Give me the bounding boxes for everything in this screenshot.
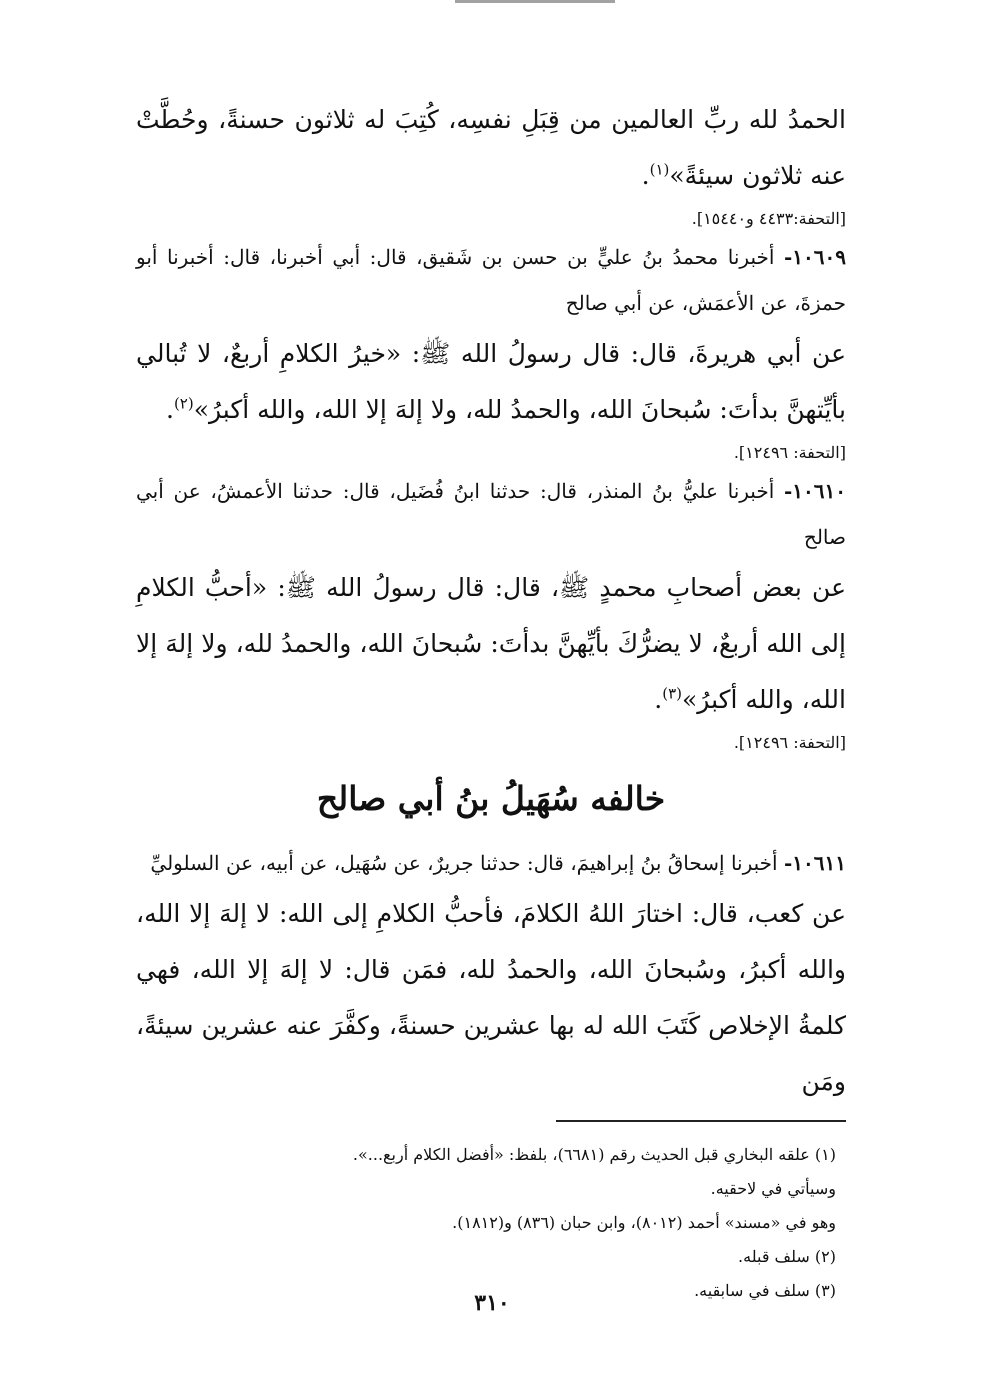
hadith-10611-chain <box>136 840 846 886</box>
hadith-10610-chain <box>136 468 846 560</box>
matn-text: عن أبي هريرةَ، قال: قال رسولُ الله ﷺ: «خيرُ الكلامِ أربعٌ، لا تُبالي بأيِّتهنَّ بدأتَ: سُبحانَ الله، والحمدُ لله، ولا إلهَ إلا الله، والله أكبرُ» <box>136 339 846 424</box>
hadith-number: ١٠٦١١- <box>783 851 846 875</box>
footnote-separator <box>556 1120 846 1122</box>
chain-text: أخبرنا إسحاقُ بنُ إبراهيمَ، قال: حدثنا جريرٌ، عن سُهَيل، عن أبيه، عن السلوليِّ <box>150 851 778 875</box>
hadith-10609-chain <box>136 234 846 326</box>
paragraph-text: الحمدُ لله ربِّ العالمين من قِبَلِ نفسِه، كُتِبَ له ثلاثون حسنةً، وحُطَّتْ عنه ثلاثون سيئةً» <box>136 105 847 190</box>
matn-text: عن كعب، قال: اختارَ اللهُ الكلامَ، فأحبُّ الكلامِ إلى الله: لا إلهَ إلا الله، والله أكبرُ، وسُبحانَ الله، والحمدُ لله، فمَن قال: لا إلهَ إلا الله، فهي كلمةُ الإخلاص كَتَبَ الله له بها عشرين حسنةً، وكفَّرَ عنه عشرين سيئةً، ومَن <box>136 899 846 1096</box>
tuhfa-reference-1: [التحفة:٤٤٣٣ و١٥٤٤٠]. <box>691 209 846 228</box>
tuhfa-reference-2: [التحفة: ١٢٤٩٦]. <box>733 443 846 462</box>
footnote-line: وهو في «مسند» أحمد (٨٠١٢)، وابن حبان (٨٣٦) و(١٨١٢). <box>452 1213 836 1232</box>
footnote-ref-3: (٣) <box>662 684 682 703</box>
paragraph-continuation <box>136 92 846 204</box>
sentence-end: . <box>165 395 174 424</box>
footnote-line: (١) علقه البخاري قبل الحديث رقم (٦٦٨١)، بلفظ: «أفضل الكلام أربع...». <box>352 1145 836 1164</box>
footnote-line: (٢) سلف قبله. <box>738 1247 836 1266</box>
sentence-end: . <box>641 161 650 190</box>
sentence-end: . <box>654 685 663 714</box>
footnote-ref-2: (٢) <box>173 394 194 413</box>
hadith-number: ١٠٦٠٩- <box>783 245 847 269</box>
footnote-line: (٣) سلف في سابقيه. <box>694 1281 836 1300</box>
footnotes <box>136 1138 846 1308</box>
section-heading: خالفه سُهَيلُ بنُ أبي صالح <box>316 779 666 818</box>
chain-text: أخبرنا محمدُ بنُ عليٍّ بن حسن بن شَقيق، قال: أبي أخبرنا، قال: أخبرنا أبو حمزةَ، عن الأعمَش، عن أبي صالح <box>136 245 846 315</box>
hadith-10610-matn <box>136 560 846 728</box>
page-body <box>136 92 846 1308</box>
page-number: ٣١٠ <box>474 1290 510 1316</box>
hadith-10609-matn <box>136 326 846 438</box>
tuhfa-reference-3: [التحفة: ١٢٤٩٦]. <box>733 733 846 752</box>
hadith-10611-matn <box>136 886 846 1110</box>
hadith-number: ١٠٦١٠- <box>783 479 847 503</box>
footnote-line: وسيأتي في لاحقيه. <box>710 1179 836 1198</box>
chain-text: أخبرنا عليُّ بنُ المنذر، قال: حدثنا ابنُ فُضَيل، قال: حدثنا الأعمشُ، عن أبي صالح <box>136 479 846 549</box>
top-header-mark <box>455 0 615 9</box>
footnote-ref-1: (١) <box>649 160 670 179</box>
matn-text: عن بعض أصحابِ محمدٍ ﷺ، قال: قال رسولُ الله ﷺ: «أحبُّ الكلامِ إلى الله أربعٌ، لا يضرُّكَ بأيِّهنَّ بدأتَ: سُبحانَ الله، والحمدُ لله، ولا إلهَ إلا الله، والله أكبرُ» <box>136 573 846 714</box>
